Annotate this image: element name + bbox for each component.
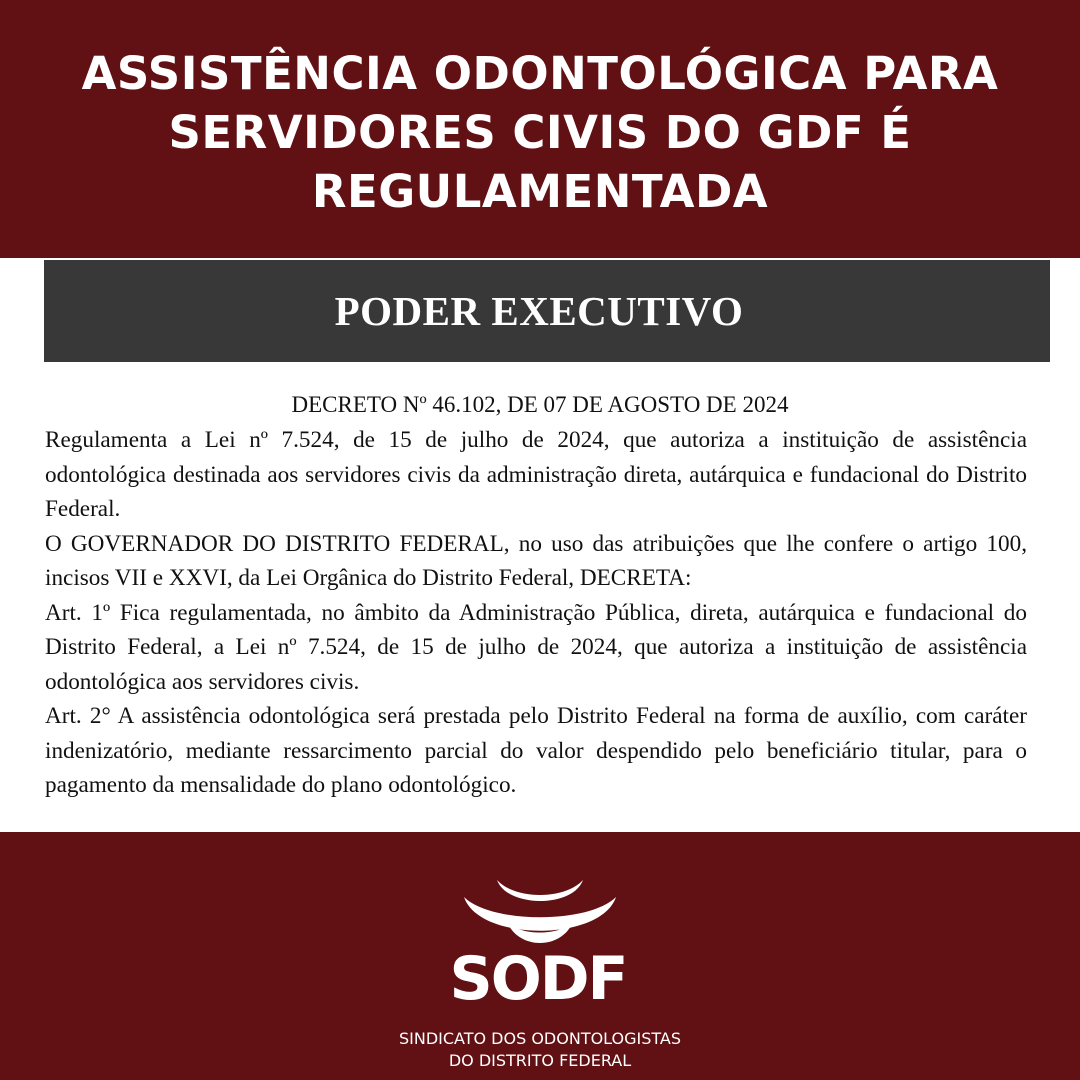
sodf-caption <box>0 1028 1080 1072</box>
decree-body <box>45 423 1027 803</box>
decree-preamble: O GOVERNADOR DO DISTRITO FEDERAL, no uso das atribuições que lhe confere o artigo 100, incisos VII e XXVI, da Lei Orgânica do Distrito Federal, DECRETA: <box>45 530 1027 591</box>
section-banner-title: PODER EXECUTIVO <box>334 288 744 334</box>
decree-summary: Regulamenta a Lei nº 7.524, de 15 de julho de 2024, que autoriza a instituição de assistência odontológica destinada aos servidores civis da administração direta, autárquica e fundacional do Distrito Federal. <box>45 427 1027 522</box>
section-banner <box>44 260 1050 362</box>
headline-line-2: SERVIDORES CIVIS DO GDF É <box>168 105 912 159</box>
sodf-caption-line-2: DO DISTRITO FEDERAL <box>448 1051 632 1070</box>
headline <box>0 0 1080 258</box>
decree-title: DECRETO Nº 46.102, DE 07 DE AGOSTO DE 2024 <box>291 392 789 417</box>
headline-line-1: ASSISTÊNCIA ODONTOLÓGICA PARA <box>81 46 999 100</box>
decree-article-2: Art. 2° A assistência odontológica será prestada pelo Distrito Federal na forma de auxílio, com caráter indenizatório, mediante ressarcimento parcial do valor despendido pelo beneficiário titular, para o pagamento da mensalidade do plano odontológico. <box>45 703 1027 798</box>
sodf-logo-arcs-icon <box>459 872 621 952</box>
sodf-logo-wordmark: SODF <box>449 944 627 1014</box>
sodf-caption-line-1: SINDICATO DOS ODONTOLOGISTAS <box>398 1029 682 1048</box>
decree-document <box>0 258 1080 832</box>
footer <box>0 832 1080 1080</box>
headline-line-3: REGULAMENTADA <box>311 164 769 218</box>
decree-article-1: Art. 1º Fica regulamentada, no âmbito da Administração Pública, direta, autárquica e fundacional do Distrito Federal, a Lei nº 7.524, de 15 de julho de 2024, que autoriza a instituição de assistência odontológica aos servidores civis. <box>45 599 1027 695</box>
